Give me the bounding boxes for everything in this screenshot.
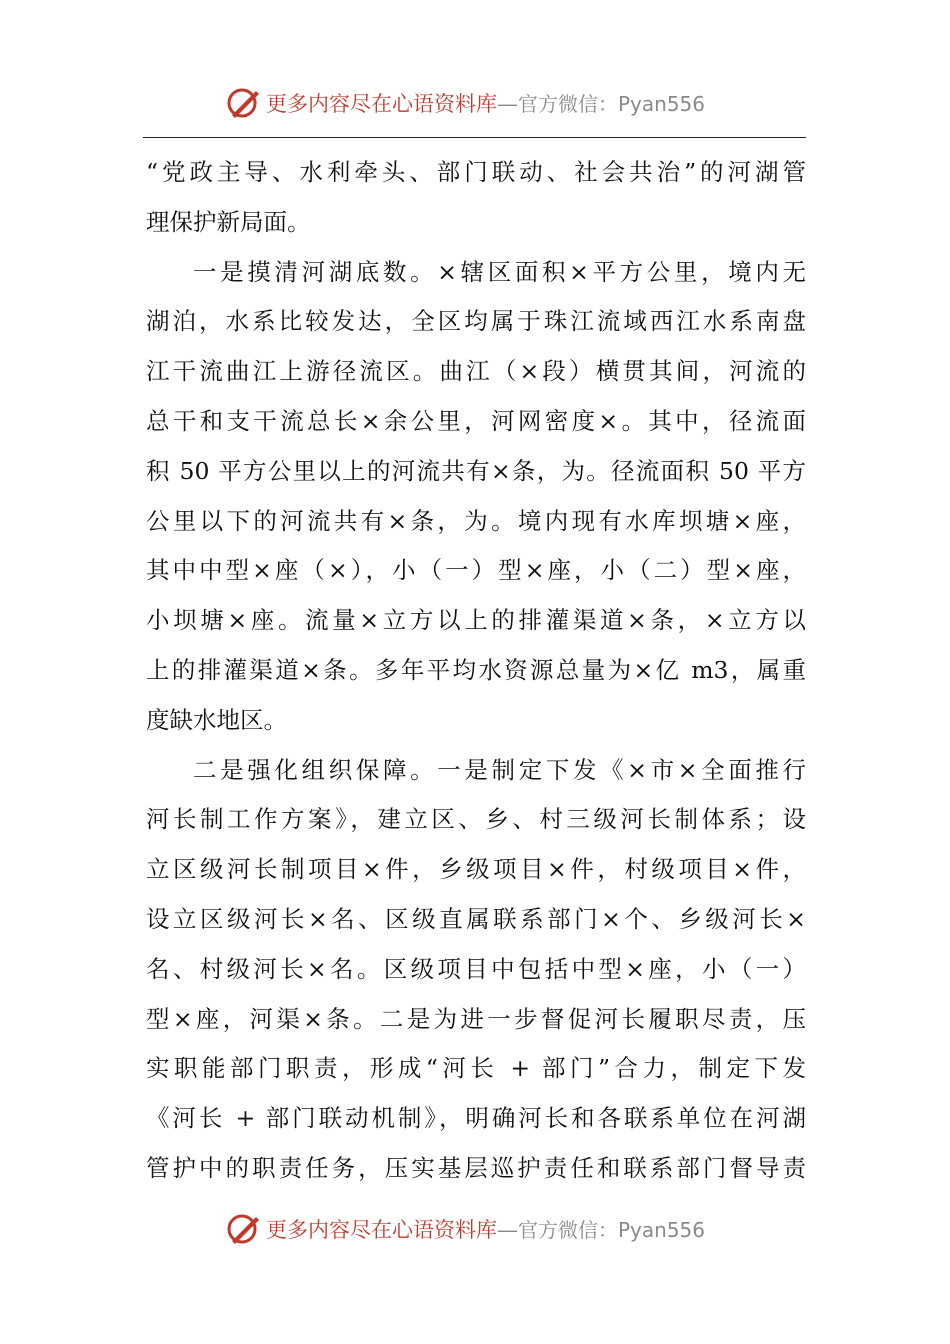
- body-line: 立区级河长制项目×件，乡级项目×件，村级项目×件，: [146, 855, 806, 884]
- body-line: 其中中型×座（×），小（一）型×座，小（二）型×座，: [146, 556, 806, 585]
- footer-contact-text: 官方微信：Pyan556: [518, 1218, 706, 1242]
- header-banner: [226, 83, 705, 123]
- body-line: 管护中的职责任务，压实基层巡护责任和联系部门督导责: [146, 1153, 806, 1182]
- header-banner-text: [266, 88, 705, 118]
- body-line: 湖泊，水系比较发达，全区均属于珠江流域西江水系南盘: [146, 307, 806, 336]
- footer-banner-text: [266, 1214, 705, 1244]
- body-line: 理保护新局面。: [146, 207, 311, 236]
- body-line: 度缺水地区。: [146, 705, 287, 734]
- document-body: [146, 148, 806, 1194]
- body-line: 实职能部门职责，形成“河长 + 部门”合力，制定下发: [146, 1054, 806, 1083]
- body-line: 设立区级河长×名、区级直属联系部门×个、乡级河长×: [146, 904, 806, 933]
- body-line: 积 50 平方公里以上的河流共有×条，为。径流面积 50 平方: [146, 456, 806, 485]
- pen-logo-icon: [226, 85, 262, 121]
- header-contact-text: 官方微信：Pyan556: [518, 92, 706, 116]
- footer-separator: —: [497, 1218, 518, 1242]
- body-line: 一是摸清河湖底数。×辖区面积×平方公里，境内无: [193, 257, 806, 286]
- header-separator: —: [497, 92, 518, 116]
- body-line: 型×座，河渠×条。二是为进一步督促河长履职尽责，压: [146, 1004, 806, 1033]
- footer-banner: [226, 1209, 705, 1249]
- body-line: 《河长 + 部门联动机制》，明确河长和各联系单位在河湖: [146, 1104, 806, 1133]
- body-line: 小坝塘×座。流量×立方以上的排灌渠道×条，×立方以: [146, 606, 806, 635]
- header-rule: [143, 137, 806, 138]
- body-line: 江干流曲江上游径流区。曲江（×段）横贯其间，河流的: [146, 357, 806, 386]
- body-line: 名、村级河长×名。区级项目中包括中型×座，小（一）: [146, 954, 806, 983]
- body-line: “党政主导、水利牵头、部门联动、社会共治”的河湖管: [146, 158, 806, 186]
- body-line: 上的排灌渠道×条。多年平均水资源总量为×亿 m3，属重: [146, 655, 806, 684]
- pen-logo-icon: [226, 1211, 262, 1247]
- header-site-text: 更多内容尽在心语资料库: [266, 92, 497, 116]
- body-line: 公里以下的河流共有×条，为。境内现有水库坝塘×座，: [146, 506, 806, 535]
- body-line: 河长制工作方案》，建立区、乡、村三级河长制体系；设: [146, 805, 806, 834]
- body-line: 总干和支干流总长×余公里，河网密度×。其中，径流面: [146, 406, 806, 435]
- body-line: 二是强化组织保障。一是制定下发《×市×全面推行: [193, 755, 806, 784]
- footer-site-text: 更多内容尽在心语资料库: [266, 1218, 497, 1242]
